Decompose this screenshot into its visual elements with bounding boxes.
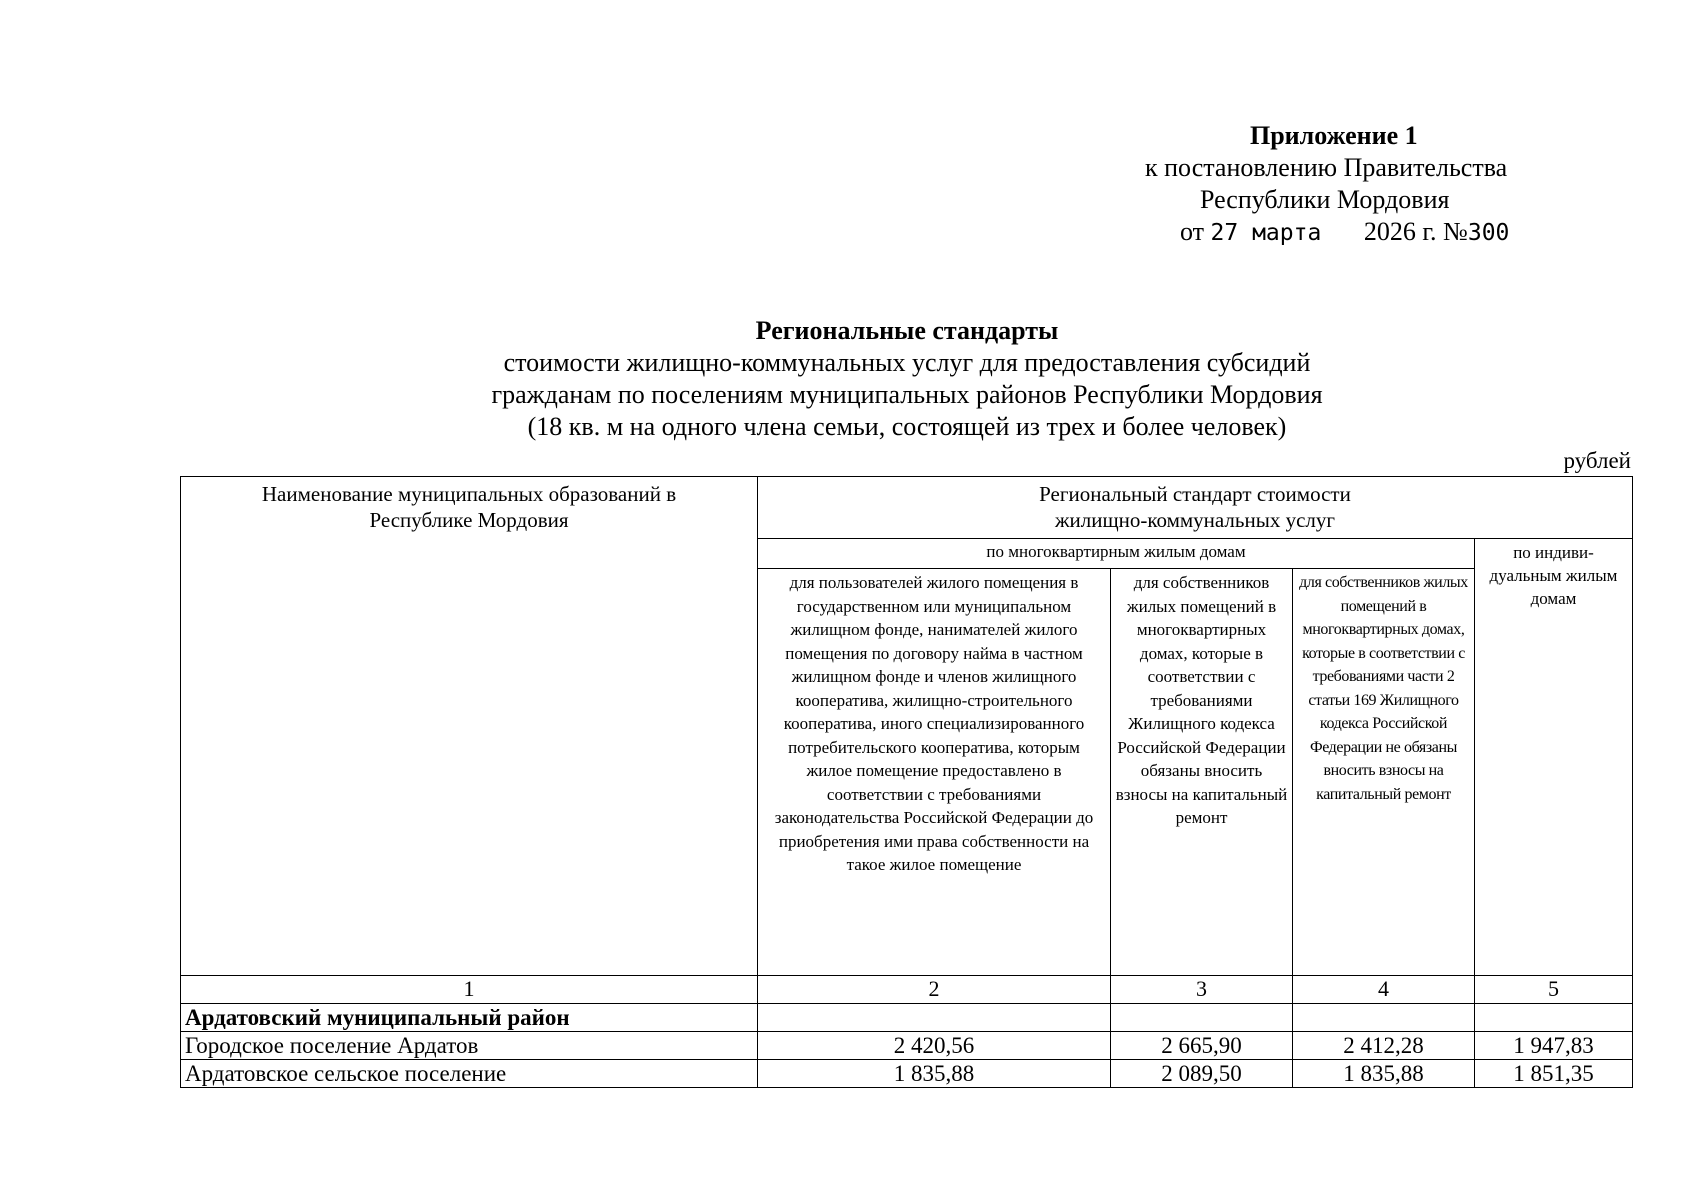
- row-value: 2 420,56: [758, 1032, 1111, 1060]
- heading-title: Региональные стандарты: [755, 316, 1059, 345]
- heading-line-2: стоимости жилищно-коммунальных услуг для предоставления субсидий: [503, 348, 1311, 377]
- row-value: 2 412,28: [1293, 1032, 1475, 1060]
- row-value: [1475, 1004, 1633, 1032]
- date-prefix: от: [1180, 217, 1205, 246]
- appendix-date-line: [1180, 216, 1509, 249]
- row-value: 1 835,88: [1293, 1060, 1475, 1088]
- appendix-title: Приложение 1: [1250, 121, 1418, 150]
- row-name: Ардатовское сельское поселение: [181, 1060, 758, 1088]
- col-number: 4: [1293, 976, 1475, 1004]
- heading-line-3: гражданам по поселениям муниципальных районов Республики Мордовия: [491, 380, 1323, 409]
- col-number: 1: [181, 976, 758, 1004]
- col-3-header: для собственников жилых помещений в многоквартирных домах, которые в соответствии с требованиями Жилищного кодекса Российской Федерации обязаны вносить взносы на капитальный ремонт: [1111, 569, 1293, 976]
- heading-line-4: (18 кв. м на одного члена семьи, состоящей из трех и более человек): [527, 412, 1287, 441]
- row-value: 1 947,83: [1475, 1032, 1633, 1060]
- column-number-row: [181, 976, 1633, 1004]
- col-5-header: по индиви-дуальным жилым домам: [1475, 539, 1633, 976]
- document-heading: [182, 315, 1632, 443]
- appendix-line-3: Республики Мордовия: [1200, 185, 1450, 214]
- apartment-header: по многоквартирным жилым домам: [758, 539, 1475, 569]
- col-1-header: Наименование муниципальных образований в Республике Мордовия: [181, 477, 758, 976]
- row-value: 2 665,90: [1111, 1032, 1293, 1060]
- row-value: 2 089,50: [1111, 1060, 1293, 1088]
- appendix-line-2: к постановлению Правительства: [1145, 153, 1508, 182]
- group-header: [758, 477, 1633, 539]
- row-value: [758, 1004, 1111, 1032]
- table-row: [181, 1060, 1633, 1088]
- table-row: [181, 1004, 1633, 1032]
- units-label: рублей: [1563, 448, 1631, 473]
- row-name: Ардатовский муниципальный район: [181, 1004, 758, 1032]
- row-value: [1111, 1004, 1293, 1032]
- col-number: 5: [1475, 976, 1633, 1004]
- col-4-header: для собственников жилых помещений в многоквартирных домах, которые в соответствии с требованиями части 2 статьи 169 Жилищного кодекса Российской Федерации не обязаны вносить взносы на капитальный ремонт: [1293, 569, 1475, 976]
- col-number: 2: [758, 976, 1111, 1004]
- table-row: [181, 1032, 1633, 1060]
- date-year: 2026 г. №: [1363, 217, 1468, 246]
- col-2-header: для пользователей жилого помещения в государственном или муниципальном жилищном фонде, нанимателей жилого помещения по договору найма в частном жилищном фонде и членов жилищного кооператива, жилищно-строительного кооператива, иного специализированного потребительского кооператива, которым жилое помещение предоставлено в соответствии с требованиями законодательства Российской Федерации до приобретения ими права собственности на такое жилое помещение: [758, 569, 1111, 976]
- date-value: 27 марта: [1210, 220, 1322, 246]
- doc-number: 300: [1467, 220, 1510, 246]
- col-number: 3: [1111, 976, 1293, 1004]
- row-value: 1 851,35: [1475, 1060, 1633, 1088]
- standards-table: [180, 476, 1633, 1088]
- row-name: Городское поселение Ардатов: [181, 1032, 758, 1060]
- row-value: [1293, 1004, 1475, 1032]
- group-header-text: Региональный стандарт стоимости жилищно-коммунальных услуг: [1039, 482, 1351, 532]
- row-value: 1 835,88: [758, 1060, 1111, 1088]
